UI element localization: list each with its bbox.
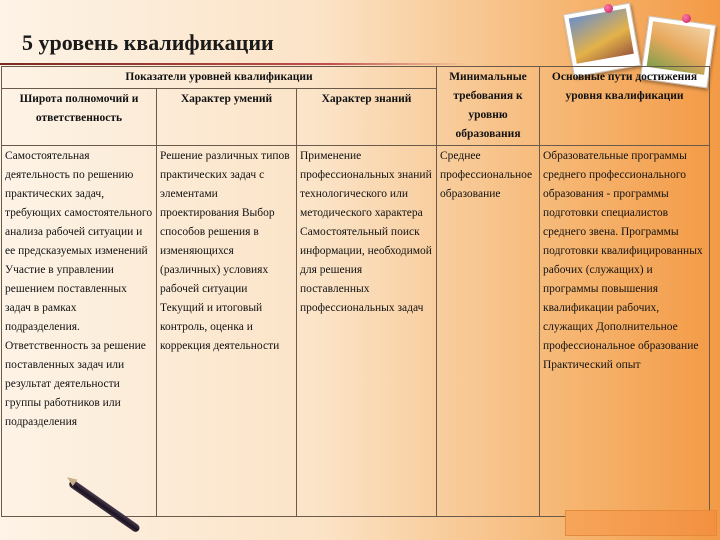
header-min-education: Минимальные требования к уровню образования [437,67,540,146]
header-group-indicators: Показатели уровней квалификации [2,67,437,89]
cell-scope-responsibility: Самостоятельная деятельность по решению практических задач, требующих самостоятельного анализа рабочей ситуации и ее предсказуемых изменений Участие в управлении решением поставленных задач в рамках подразделения. Ответственность за решение поставленных задач или результат деятельности группы работников или подразделения [2,146,157,517]
qualification-table [1,66,710,517]
table-header-row [2,67,710,89]
cell-knowledge-nature: Применение профессиональных знаний технологического или методического характера Самостоятельный поиск информации, необходимой для решения поставленных профессиональных задач [297,146,437,517]
header-knowledge-nature: Характер знаний [297,89,437,146]
cell-skills-nature: Решение различных типов практических задач с элементами проектирования Выбор способов решения в изменяющихся (различных) условиях рабочей ситуации Текущий и итоговый контроль, оценка и коррекция деятельности [157,146,297,517]
slide-title: 5 уровень квалификации [22,30,274,55]
corner-decoration [565,510,717,536]
header-scope-responsibility: Широта полномочий и ответственность [2,89,157,146]
table-row [2,146,710,517]
cell-min-education: Среднее профессиональное образование [437,146,540,517]
title-underline [0,63,470,65]
pushpin-icon [682,14,691,23]
pushpin-icon [604,4,613,13]
cell-main-paths: Образовательные программы среднего профессионального образования - программы подготовки специалистов среднего звена. Программы подготовки квалифицированных рабочих (служащих) и программы повышения квалификации рабочих, служащих Дополнительное профессиональное образование Практический опыт [540,146,710,517]
header-skills-nature: Характер умений [157,89,297,146]
header-main-paths: Основные пути достижения уровня квалификации [540,67,710,146]
